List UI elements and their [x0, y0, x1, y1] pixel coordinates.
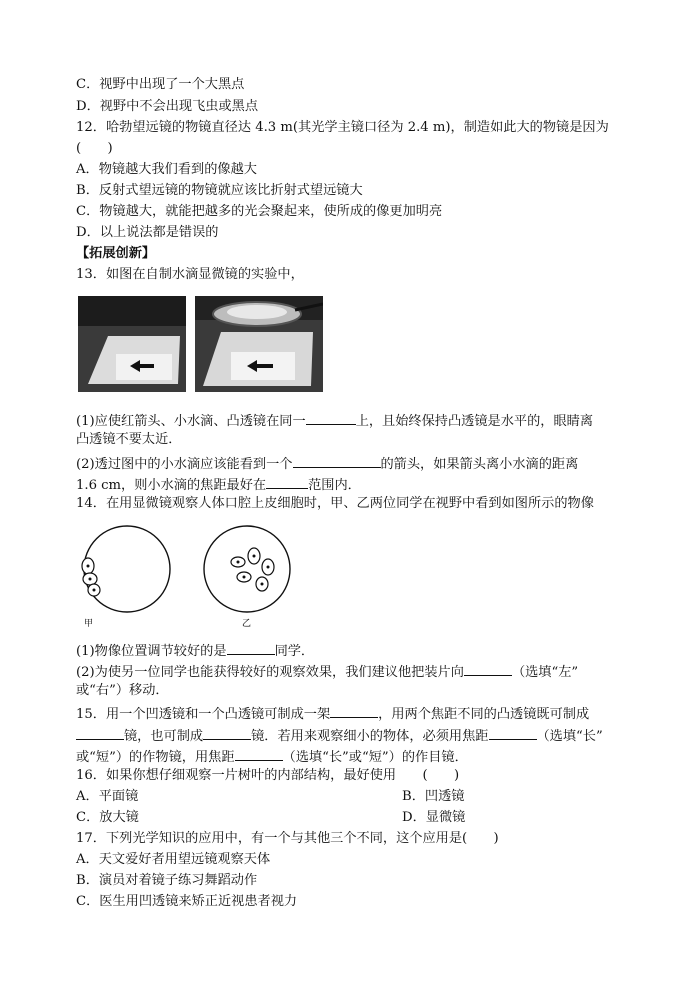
q13-part1-line2: 凸透镜不要太近． [76, 432, 182, 447]
q17-stem: 17．下列光学知识的应用中，有一个与其他三个不同，这个应用是( ) [76, 831, 499, 846]
q13-part2-text-d: 范围内． [308, 478, 361, 493]
q15-blank-3[interactable] [203, 725, 251, 740]
q12-stem: 12．哈勃望远镜的物镜直径达 4.3 m(其光学主镜口径为 2.4 m)，制造如此大的物镜是因为 [76, 120, 609, 135]
q13-photo-right [195, 296, 323, 392]
q13-part2-text-a: (2)透过图中的小水滴应该能看到一个 [76, 457, 293, 472]
q13-blank-1[interactable] [306, 410, 356, 425]
q15-line2 [76, 725, 603, 746]
q17-option-c: C．医生用凹透镜来矫正近视患者视力 [76, 894, 298, 909]
label-jia: 甲 [84, 619, 94, 629]
q13-part1-text-b: 上，且始终保持凸透镜是水平的，眼睛离 [355, 414, 594, 429]
q15-blank-5[interactable] [235, 746, 283, 761]
q15-blank-4[interactable] [489, 725, 537, 740]
q16-option-b: B．凹透镜 [402, 789, 465, 804]
q14-part2-text-b: （选填“左” [511, 665, 579, 680]
q16-option-a: A．平面镜 [76, 789, 139, 804]
q14-part1-text-b: 同学． [274, 644, 315, 659]
q15-text-f: 或“短”）的作物镜，用焦距 [76, 750, 235, 765]
q14-part2-text-a: (2)为使另一位同学也能获得较好的观察效果，我们建议他把装片向 [76, 665, 464, 680]
q12-option-b: B．反射式望远镜的物镜就应该比折射式望远镜大 [76, 183, 363, 198]
q11-option-c: C．视野中出现了一个大黑点 [76, 77, 245, 92]
q12-paren: ( ) [76, 141, 113, 156]
q12-option-c: C．物镜越大，就能把越多的光会聚起来，使所成的像更加明亮 [76, 204, 443, 219]
q14-part1-text-a: (1)物像位置调节较好的是 [76, 644, 227, 659]
q15-text-c: 镜，也可制成 [124, 729, 204, 744]
q16-option-d: D．显微镜 [402, 810, 466, 825]
q13-part2-line2 [76, 474, 361, 495]
q16-stem: 16．如果你想仔细观察一片树叶的内部结构，最好使用 ( ) [76, 768, 460, 783]
q15-blank-2[interactable] [76, 725, 124, 740]
q13-part1-text-a: (1)应使红箭头、小水滴、凸透镜在同一 [76, 414, 306, 429]
q16-option-c: C．放大镜 [76, 810, 139, 825]
q13-stem: 13．如图在自制水滴显微镜的实验中， [76, 267, 304, 282]
q13-part2-text-c: 1.6 cm，则小水滴的焦距最好在 [76, 478, 267, 493]
q15-text-b: ，用两个焦距不同的凸透镜既可制成 [378, 707, 590, 722]
q16-row1 [76, 788, 465, 806]
section-heading: 【拓展创新】 [76, 246, 156, 261]
q14-blank-1[interactable] [227, 640, 275, 655]
q14-stem: 14．在用显微镜观察人体口腔上皮细胞时，甲、乙两位同学在视野中看到如图所示的物像 [76, 496, 594, 511]
q14-part2-line1 [76, 661, 578, 682]
q14-figure-jia [80, 522, 174, 634]
q16-row2 [76, 809, 466, 827]
q15-text-d: 镜．若用来观察细小的物体，必须用焦距 [251, 729, 489, 744]
q15-text-a: 15．用一个凹透镜和一个凸透镜可制成一架 [76, 707, 331, 722]
q13-photo-left [78, 296, 186, 392]
q11-option-d: D．视野中不会出现飞虫或黑点 [76, 99, 259, 114]
q12-option-a: A．物镜越大我们看到的像越大 [76, 162, 257, 177]
q14-blank-2[interactable] [464, 661, 512, 676]
q14-figure-yi [200, 522, 294, 634]
q15-blank-1[interactable] [330, 703, 378, 718]
q13-part2-text-b: 的箭头，如果箭头离小水滴的距离 [380, 457, 579, 472]
q14-part1 [76, 640, 314, 661]
label-yi: 乙 [242, 619, 252, 629]
q13-part2-line1 [76, 453, 578, 474]
q15-line1 [76, 703, 589, 724]
q15-line3 [76, 746, 468, 767]
q14-part2-line2: 或“右”）移动． [76, 683, 169, 698]
q17-option-a: A．天文爱好者用望远镜观察天体 [76, 852, 271, 867]
q15-text-g: （选填“长”或“短”）的作目镜． [282, 750, 468, 765]
q13-part1-line1 [76, 410, 593, 431]
q13-blank-3[interactable] [266, 474, 308, 489]
q13-blank-2[interactable] [293, 453, 381, 468]
q15-text-e: （选填“长” [536, 729, 603, 744]
q17-option-b: B．演员对着镜子练习舞蹈动作 [76, 873, 258, 888]
q12-option-d: D．以上说法都是错误的 [76, 225, 219, 240]
